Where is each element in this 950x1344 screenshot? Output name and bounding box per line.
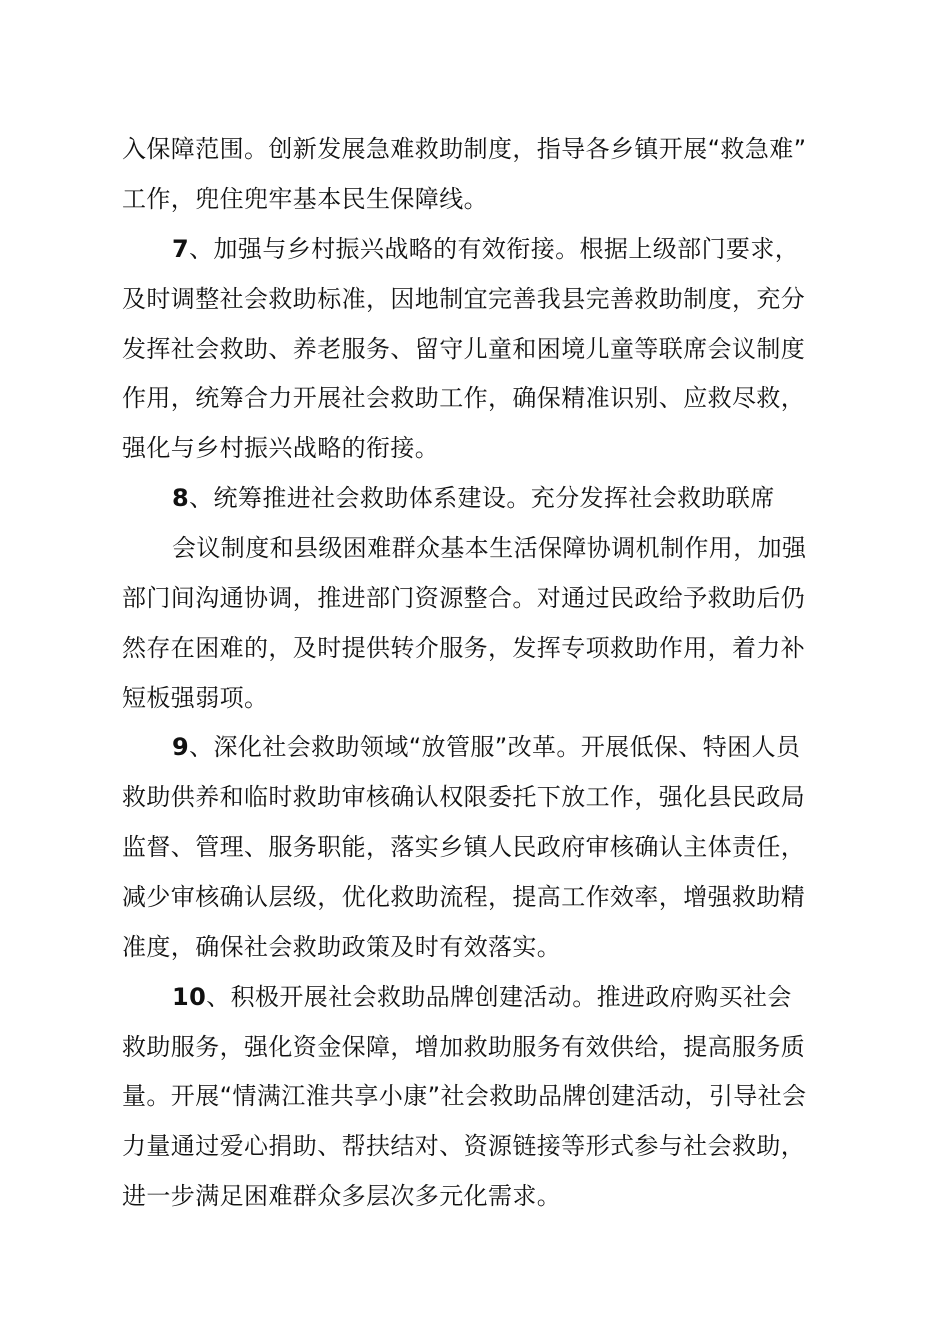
- text-line: 及时调整社会救助标准，因地制宜完善我县完善救助制度，充分: [122, 285, 806, 313]
- text-line: 进一步满足困难群众多层次多元化需求。: [122, 1182, 562, 1210]
- item-number: 9: [172, 733, 190, 761]
- text-line: 救助供养和临时救助审核确认权限委托下放工作，强化县民政局: [122, 783, 806, 811]
- item-number: 10: [172, 983, 207, 1011]
- text-line: 力量通过爱心捐助、帮扶结对、资源链接等形式参与社会救助，: [122, 1132, 806, 1160]
- item-7-heading: [172, 229, 842, 269]
- text-line: 入保障范围。创新发展急难救助制度，指导各乡镇开展“救急难”: [122, 135, 807, 163]
- item-8-heading: [172, 478, 842, 518]
- text-line: 深化社会救助领域“放管服”改革。开展低保、特困人员: [213, 733, 801, 761]
- text-line: 减少审核确认层级，优化救助流程，提高工作效率，增强救助精: [122, 883, 806, 911]
- text-line: 工作，兜住兜牢基本民生保障线。: [122, 185, 488, 213]
- item-separator: 、: [189, 484, 214, 512]
- item-9-heading: [172, 727, 842, 767]
- text-line: 会议制度和县级困难群众基本生活保障协调机制作用，加强: [172, 534, 807, 562]
- item-separator: 、: [189, 733, 214, 761]
- text-line: 量。开展“情满江淮共享小康”社会救助品牌创建活动，引导社会: [122, 1082, 807, 1110]
- text-line: 强化与乡村振兴战略的衔接。: [122, 434, 440, 462]
- text-line: 统筹推进社会救助体系建设。充分发挥社会救助联席: [213, 484, 775, 512]
- item-10-heading: [172, 977, 842, 1017]
- text-line: 部门间沟通协调，推进部门资源整合。对通过民政给予救助后仍: [122, 584, 806, 612]
- text-line: 加强与乡村振兴战略的有效衔接。根据上级部门要求，: [213, 235, 800, 263]
- text-line: 作用，统筹合力开展社会救助工作，确保精准识别、应救尽救，: [122, 384, 806, 412]
- text-line: 监督、管理、服务职能，落实乡镇人民政府审核确认主体责任，: [122, 833, 806, 861]
- text-line: 短板强弱项。: [122, 684, 269, 712]
- text-line: 准度，确保社会救助政策及时有效落实。: [122, 933, 562, 961]
- text-line: 发挥社会救助、养老服务、留守儿童和困境儿童等联席会议制度: [122, 335, 806, 363]
- text-line: 然存在困难的，及时提供转介服务，发挥专项救助作用，着力补: [122, 634, 806, 662]
- item-separator: 、: [189, 235, 214, 263]
- item-number: 7: [172, 235, 190, 263]
- text-line: 积极开展社会救助品牌创建活动。推进政府购买社会: [230, 983, 792, 1011]
- text-line: 救助服务，强化资金保障，增加救助服务有效供给，提高服务质: [122, 1033, 806, 1061]
- item-number: 8: [172, 484, 190, 512]
- item-separator: 、: [206, 983, 231, 1011]
